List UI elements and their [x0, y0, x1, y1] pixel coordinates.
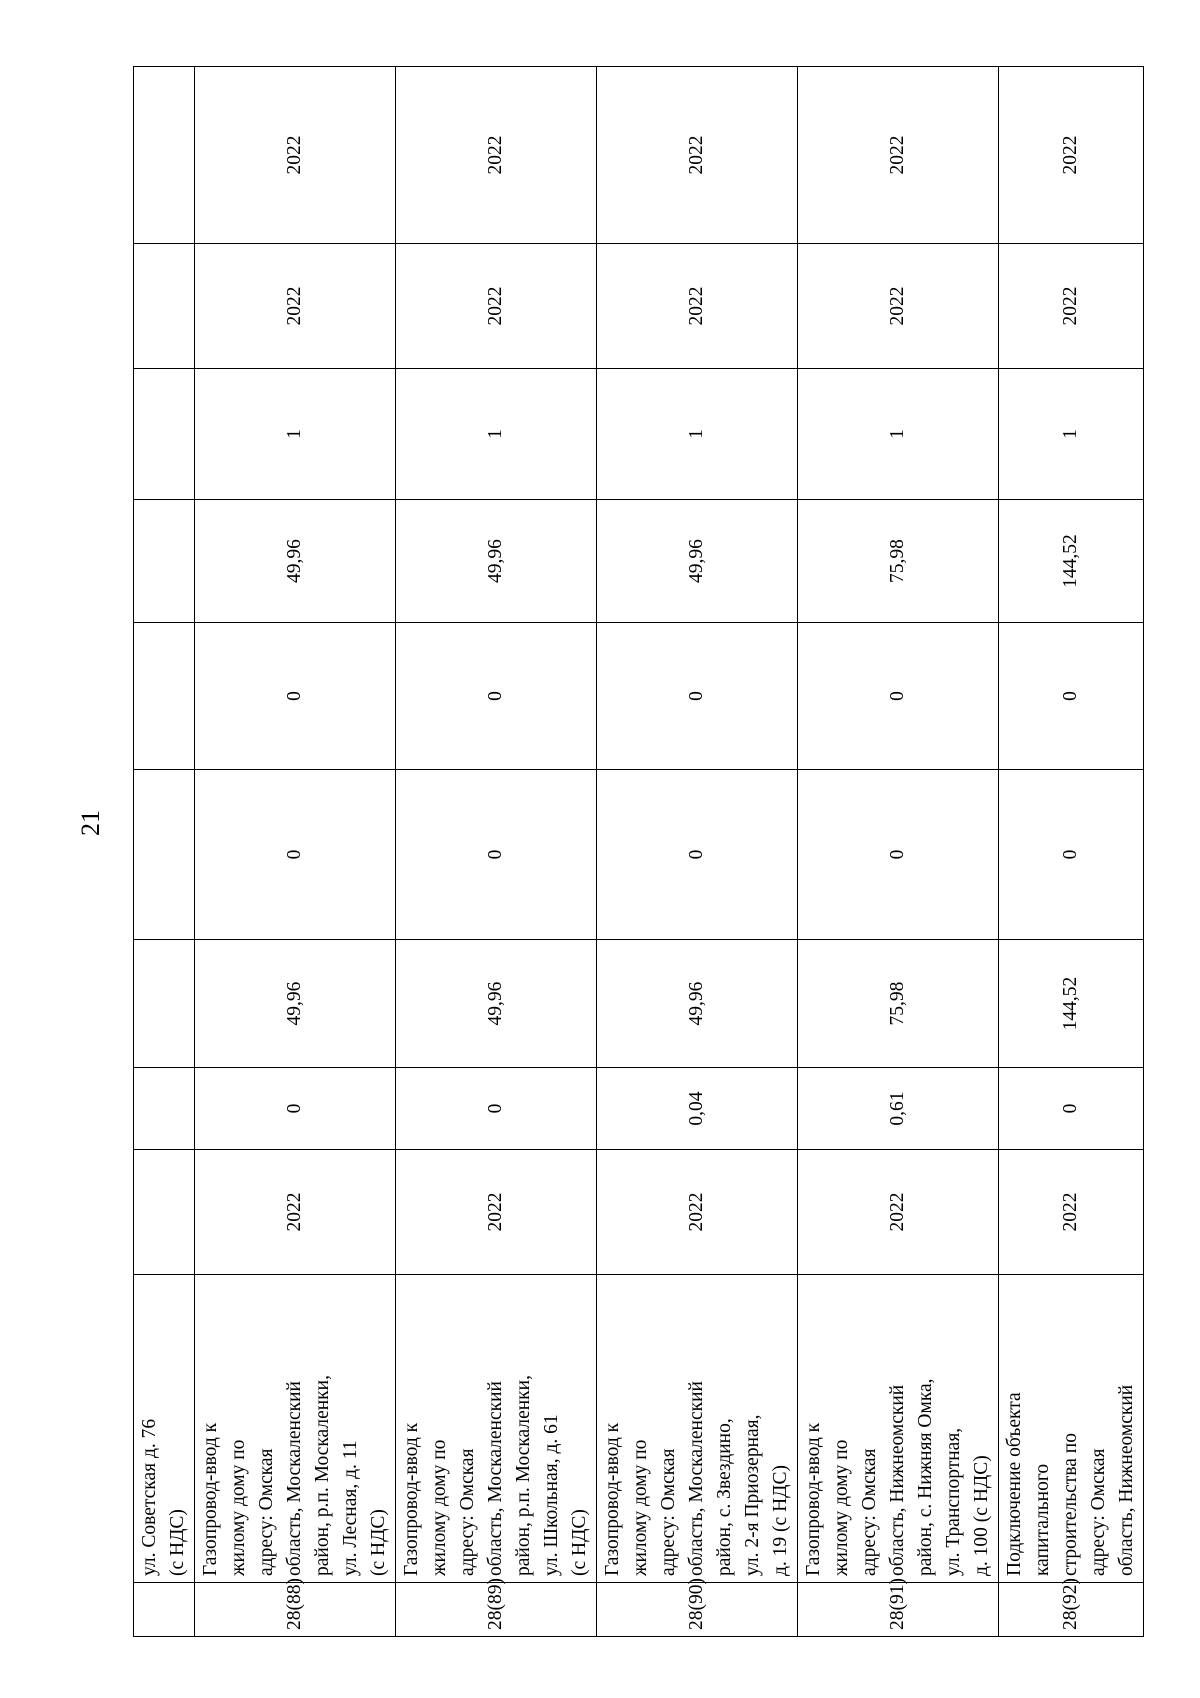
cell-c6: 0: [798, 770, 999, 940]
cell-description: Газопровод-ввод к жилому дому по адресу: Омская область, Москаленский район, р.п. Москаленки, ул. Лесная, д. 11 (с НДС): [195, 1275, 396, 1583]
cell-year: 2022: [798, 1150, 999, 1275]
cell-c5: 49,96: [195, 940, 396, 1068]
cell-c10: 2022: [195, 244, 396, 369]
cell-c4: 0,04: [597, 1068, 798, 1150]
cell-c10: 2022: [999, 244, 1144, 369]
cell-c8: 49,96: [195, 500, 396, 623]
cell-num: 28(88): [195, 1583, 396, 1637]
cell-num: 28(92): [999, 1583, 1144, 1637]
cell-c5: 75,98: [798, 940, 999, 1068]
cell-c7: 0: [798, 623, 999, 770]
cell-year: 2022: [999, 1150, 1144, 1275]
table-row: [396, 67, 597, 1637]
table-row: [195, 67, 396, 1637]
cell-year: 2022: [597, 1150, 798, 1275]
cell-c9: 1: [597, 369, 798, 500]
cell-c8: [134, 500, 195, 623]
cell-c8: 75,98: [798, 500, 999, 623]
cell-c8: 49,96: [396, 500, 597, 623]
cell-c11: 2022: [597, 67, 798, 244]
cell-c10: 2022: [396, 244, 597, 369]
cell-num: 28(89): [396, 1583, 597, 1637]
page-number: 21: [76, 810, 105, 836]
cell-description: Подключение объекта капитального строительства по адресу: Омская область, Нижнеомский: [999, 1275, 1144, 1583]
cell-year: [134, 1150, 195, 1275]
cell-c6: 0: [597, 770, 798, 940]
cell-c11: 2022: [195, 67, 396, 244]
table-row: [597, 67, 798, 1637]
table-row: [798, 67, 999, 1637]
cell-c4: 0,61: [798, 1068, 999, 1150]
cell-num: 28(91): [798, 1583, 999, 1637]
cell-c4: 0: [396, 1068, 597, 1150]
cell-c10: [134, 244, 195, 369]
cell-c9: 1: [999, 369, 1144, 500]
cell-c9: 1: [195, 369, 396, 500]
cell-c6: 0: [999, 770, 1144, 940]
cell-c4: 0: [195, 1068, 396, 1150]
cell-c5: 49,96: [597, 940, 798, 1068]
cell-c5: [134, 940, 195, 1068]
cell-c6: 0: [195, 770, 396, 940]
cell-c5: 144,52: [999, 940, 1144, 1068]
cell-c7: 0: [597, 623, 798, 770]
cell-c7: 0: [999, 623, 1144, 770]
investment-table: [133, 66, 1144, 1637]
cell-year: 2022: [396, 1150, 597, 1275]
cell-c11: 2022: [999, 67, 1144, 244]
cell-c5: 49,96: [396, 940, 597, 1068]
cell-c8: 144,52: [999, 500, 1144, 623]
cell-c11: [134, 67, 195, 244]
cell-c8: 49,96: [597, 500, 798, 623]
rotated-table-container: [133, 67, 1137, 1637]
cell-c10: 2022: [798, 244, 999, 369]
cell-c4: 0: [999, 1068, 1144, 1150]
cell-num: [134, 1583, 195, 1637]
cell-description: Газопровод-ввод к жилому дому по адресу: Омская область, Нижнеомский район, с. Нижняя Омка, ул. Транспортная, д. 100 (с НДС): [798, 1275, 999, 1583]
cell-c9: [134, 369, 195, 500]
cell-c9: 1: [396, 369, 597, 500]
table-row: [134, 67, 195, 1637]
cell-c6: 0: [396, 770, 597, 940]
cell-c10: 2022: [597, 244, 798, 369]
cell-description: Газопровод-ввод к жилому дому по адресу: Омская область, Москаленский район, р.п. Москаленки, ул. Школьная, д. 61 (с НДС): [396, 1275, 597, 1583]
cell-c7: 0: [195, 623, 396, 770]
cell-description: ул. Советская д. 76 (с НДС): [134, 1275, 195, 1583]
cell-c11: 2022: [798, 67, 999, 244]
table-row: [999, 67, 1144, 1637]
cell-c4: [134, 1068, 195, 1150]
cell-year: 2022: [195, 1150, 396, 1275]
cell-num: 28(90): [597, 1583, 798, 1637]
cell-description: Газопровод-ввод к жилому дому по адресу: Омская область, Москаленский район, с. Звездино, ул. 2-я Приозерная, д. 19 (с НДС): [597, 1275, 798, 1583]
cell-c7: 0: [396, 623, 597, 770]
cell-c9: 1: [798, 369, 999, 500]
cell-c7: [134, 623, 195, 770]
cell-c11: 2022: [396, 67, 597, 244]
cell-c6: [134, 770, 195, 940]
